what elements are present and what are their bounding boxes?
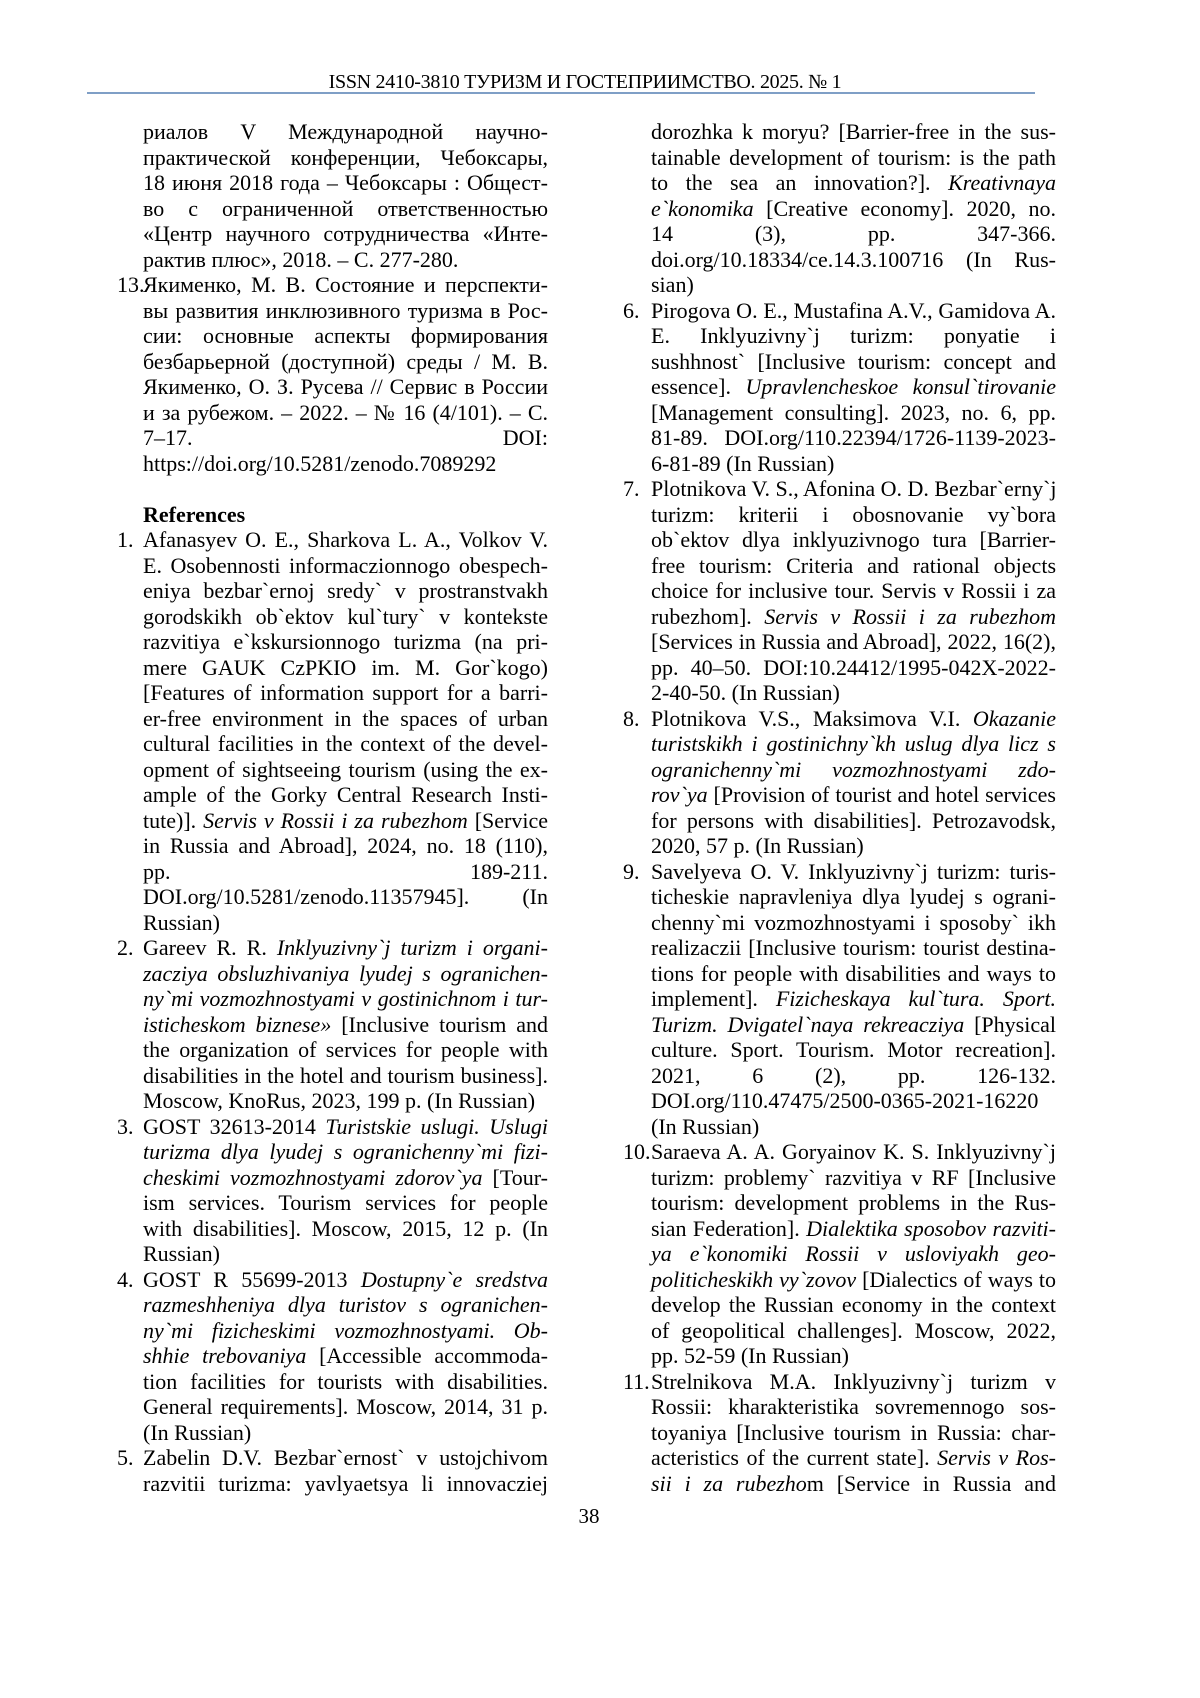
italic-title: sii i za rubezho <box>651 1471 807 1496</box>
reference-number: 7. <box>623 476 640 502</box>
text-run: sian Federation]. <box>651 1216 806 1241</box>
text-line <box>143 1420 548 1446</box>
text-line <box>143 680 548 706</box>
text-run: chenny`mi vozmozhnostyami i sposoby` ikh <box>651 910 1056 935</box>
italic-title: Turistskie uslugi. Uslugi <box>325 1114 548 1139</box>
reference-number: 13. <box>117 272 145 298</box>
italic-title: Servis v Rossii i za rubezhom <box>203 808 468 833</box>
text-run: риалов V Международной научно- <box>143 119 548 144</box>
reference-entry <box>143 935 548 1114</box>
italic-title: Dialektika sposobov razviti- <box>806 1216 1056 1241</box>
reference-number: 11. <box>623 1369 650 1395</box>
text-line <box>651 170 1056 196</box>
text-run: pp. 40–50. DOI:10.24412/1995-042X-2022- <box>651 655 1056 680</box>
text-line <box>651 1012 1056 1038</box>
text-line <box>651 374 1056 400</box>
text-run: Saraeva A. A. Goryainov K. S. Inklyuzivny`j <box>651 1139 1056 1164</box>
text-run: culture. Sport. Tourism. Motor recreation]. <box>651 1037 1056 1062</box>
text-line <box>651 1114 1056 1140</box>
text-line <box>651 553 1056 579</box>
text-run: [Inclusive tourism and <box>331 1012 548 1037</box>
reference-entry <box>651 706 1056 859</box>
reference-entry <box>651 1369 1056 1497</box>
text-line <box>651 1063 1056 1089</box>
text-run: turizm: problemy` razvitiya v RF [Inclusive <box>651 1165 1056 1190</box>
running-header: ISSN 2410-3810 ТУРИЗМ И ГОСТЕПРИИМСТВО. 2025. № 1 <box>0 70 1170 94</box>
text-run: free tourism: Criteria and rational objects <box>651 553 1056 578</box>
text-line <box>651 935 1056 961</box>
text-line <box>143 629 548 655</box>
italic-title: razmeshheniya dlya turistov s ogranichen- <box>143 1292 548 1317</box>
text-line <box>651 833 1056 859</box>
text-run: 14 (3), pp. 347-366. <box>651 221 1056 246</box>
text-run: во с ограниченной ответственностью <box>143 196 548 221</box>
text-run: Russian) <box>143 910 220 935</box>
text-run: 2-40-50. (In Russian) <box>651 680 840 705</box>
text-line <box>143 1190 548 1216</box>
text-line <box>143 221 548 247</box>
text-line <box>143 1394 548 1420</box>
text-line <box>651 884 1056 910</box>
text-run: [Service <box>468 808 548 833</box>
text-run: Якименко, М. В. Состояние и перспекти- <box>143 272 548 297</box>
text-line <box>143 604 548 630</box>
text-line <box>651 706 1056 732</box>
text-run: «Центр научного сотрудничества «Инте- <box>143 221 548 246</box>
text-line <box>651 247 1056 273</box>
text-line <box>143 451 548 477</box>
text-line <box>651 451 1056 477</box>
text-line <box>651 272 1056 298</box>
reference-number: 2. <box>117 935 134 961</box>
text-line <box>143 1012 548 1038</box>
text-line <box>143 706 548 732</box>
reference-number: 4. <box>117 1267 134 1293</box>
text-run: Strelnikova M.A. Inklyuzivny`j turizm v <box>651 1369 1056 1394</box>
text-run: razvitiya e`kskursionnogo turizma (na pri- <box>143 629 548 654</box>
text-run: 18 июня 2018 года – Чебоксары : Общест- <box>143 170 548 195</box>
text-run: toyaniya [Inclusive tourism in Russia: char- <box>651 1420 1056 1445</box>
reference-entry <box>651 859 1056 1140</box>
text-run: https://doi.org/10.5281/zenodo.7089292 <box>143 451 496 476</box>
text-line <box>143 1063 548 1089</box>
text-line <box>143 374 548 400</box>
reference-entry <box>143 272 548 476</box>
reference-number: 3. <box>117 1114 134 1140</box>
text-line <box>651 349 1056 375</box>
text-line <box>651 1165 1056 1191</box>
text-line <box>651 1292 1056 1318</box>
text-line <box>143 655 548 681</box>
text-line <box>651 502 1056 528</box>
text-run: и за рубежом. – 2022. – № 16 (4/101). – С. <box>143 400 548 425</box>
text-run: Moscow, KnoRus, 2023, 199 p. (In Russian) <box>143 1088 535 1113</box>
text-run: ism services. Tourism services for people <box>143 1190 548 1215</box>
text-run: [Features of information support for a barri- <box>143 680 548 705</box>
text-run: ticheskie napravleniya dlya lyudej s ograni- <box>651 884 1056 909</box>
text-run: DOI.org/10.5281/zenodo.11357945]. (In <box>143 884 548 909</box>
reference-entry <box>143 1445 548 1496</box>
text-run: Pirogova O. E., Mustafina A.V., Gamidova A. <box>651 298 1056 323</box>
text-line <box>651 757 1056 783</box>
text-line <box>651 1420 1056 1446</box>
text-run: sushhnost` [Inclusive tourism: concept and <box>651 349 1056 374</box>
text-line <box>143 1318 548 1344</box>
text-line <box>143 1471 548 1497</box>
text-run: вы развития инклюзивного туризма в Рос- <box>143 298 548 323</box>
text-line <box>143 1216 548 1242</box>
italic-title: turistskikh i gostinichny`kh uslug dlya licz s <box>651 731 1056 756</box>
text-line <box>143 1292 548 1318</box>
text-run: the organization of services for people with <box>143 1037 548 1062</box>
text-run: for persons with disabilities]. Petrozavodsk, <box>651 808 1056 833</box>
italic-title: isticheskom biznese» <box>143 1012 331 1037</box>
text-line <box>143 349 548 375</box>
reference-number: 5. <box>117 1445 134 1471</box>
text-line <box>143 119 548 145</box>
text-line <box>143 425 548 451</box>
text-line <box>651 1369 1056 1395</box>
text-run: gorodskikh ob`ektov kul`tury` v kontekste <box>143 604 548 629</box>
text-line <box>143 298 548 324</box>
text-line <box>651 1318 1056 1344</box>
reference-entry <box>143 1267 548 1446</box>
text-run: 7–17. DOI: <box>143 425 548 450</box>
text-run: DOI.org/110.47475/2500-0365-2021-16220 <box>651 1088 1038 1113</box>
text-line <box>651 731 1056 757</box>
italic-title: cheskimi vozmozhnostyami zdorov`ya <box>143 1165 482 1190</box>
blank-line <box>143 476 548 502</box>
text-line <box>651 527 1056 553</box>
text-run: essence]. <box>651 374 745 399</box>
reference-number: 10. <box>623 1139 651 1165</box>
text-run: [Provision of tourist and hotel services <box>708 782 1056 807</box>
left-text-column <box>143 119 548 1496</box>
text-run: ample of the Gorky Central Research Insti- <box>143 782 548 807</box>
text-run: Gareev R. R. <box>143 935 277 960</box>
italic-title: Dostupny`e sredstva <box>361 1267 548 1292</box>
text-run: Plotnikova V.S., Maksimova V.I. <box>651 706 973 731</box>
text-run: to the sea an innovation?]. <box>651 170 948 195</box>
italic-title: Upravlencheskoe konsul`tirovanie <box>745 374 1056 399</box>
italic-title: ny`mi fizicheskimi vozmozhnostyami. Ob- <box>143 1318 548 1343</box>
text-line <box>651 1216 1056 1242</box>
text-run: implement]. <box>651 986 776 1011</box>
italic-title: rov`ya <box>651 782 708 807</box>
text-line <box>651 221 1056 247</box>
text-run: General requirements]. Moscow, 2014, 31 p. <box>143 1394 548 1419</box>
text-run: (In Russian) <box>143 1420 251 1445</box>
text-run: Zabelin D.V. Bezbar`ernost` v ustojchivom <box>143 1445 548 1470</box>
italic-title: ny`mi vozmozhnostyami v gostinichnom i tur- <box>143 986 548 1011</box>
reference-continuation <box>651 119 1056 298</box>
text-run: [Accessible accommoda- <box>306 1343 548 1368</box>
reference-entry <box>143 1114 548 1267</box>
references-heading: References <box>143 502 548 528</box>
text-line <box>651 145 1056 171</box>
text-line <box>143 400 548 426</box>
text-line <box>143 1139 548 1165</box>
text-line <box>651 1343 1056 1369</box>
text-run: tainable development of tourism: is the path <box>651 145 1056 170</box>
text-run: tion facilities for tourists with disabilities. <box>143 1369 548 1394</box>
italic-title: politicheskikh vy`zovov <box>651 1267 856 1292</box>
text-run: in Russia and Abroad], 2024, no. 18 (110), <box>143 833 548 858</box>
text-run: acteristics of the current state]. <box>651 1445 937 1470</box>
italic-title: turizma dlya lyudej s ogranichenny`mi fizi- <box>143 1139 548 1164</box>
text-line <box>651 400 1056 426</box>
text-line <box>143 884 548 910</box>
text-line <box>651 986 1056 1012</box>
text-line <box>651 476 1056 502</box>
text-run: doi.org/10.18334/ce.14.3.100716 (In Rus- <box>651 247 1056 272</box>
text-line <box>651 629 1056 655</box>
reference-entry <box>651 476 1056 706</box>
text-line <box>143 578 548 604</box>
text-run: turizm: kriterii i obosnovanie vy`bora <box>651 502 1056 527</box>
text-line <box>143 1165 548 1191</box>
italic-title: ogranichenny`mi vozmozhnostyami zdo- <box>651 757 1056 782</box>
text-run: безбарьерной (доступной) среды / М. В. <box>143 349 548 374</box>
text-line <box>143 1369 548 1395</box>
text-line <box>651 1088 1056 1114</box>
text-run: Savelyeva O. V. Inklyuzivny`j turizm: turis- <box>651 859 1056 884</box>
text-run: cultural facilities in the context of the devel- <box>143 731 548 756</box>
text-run: [Management consulting]. 2023, no. 6, pp. <box>651 400 1056 425</box>
text-line <box>143 859 548 885</box>
text-run: 81-89. DOI.org/110.22394/1726-1139-2023- <box>651 425 1056 450</box>
text-line <box>143 935 548 961</box>
text-line <box>651 680 1056 706</box>
reference-entry <box>143 527 548 935</box>
text-line <box>651 1394 1056 1420</box>
text-line <box>651 1190 1056 1216</box>
text-run: 6-81-89 (In Russian) <box>651 451 834 476</box>
text-run: [Physical <box>964 1012 1056 1037</box>
text-run: Russian) <box>143 1241 220 1266</box>
italic-title: Okazanie <box>973 706 1056 731</box>
reference-number: 1. <box>117 527 134 553</box>
text-line <box>143 527 548 553</box>
text-line <box>143 731 548 757</box>
text-run: tions for people with disabilities and ways to <box>651 961 1056 986</box>
header-divider <box>87 92 1035 94</box>
text-line <box>143 272 548 298</box>
text-line <box>143 196 548 222</box>
reference-number: 6. <box>623 298 640 324</box>
text-line <box>143 323 548 349</box>
text-line <box>143 145 548 171</box>
text-line <box>143 757 548 783</box>
text-run: 2020, 57 p. (In Russian) <box>651 833 864 858</box>
italic-title: shhie trebovaniya <box>143 1343 306 1368</box>
text-line <box>143 1037 548 1063</box>
reference-number: 9. <box>623 859 640 885</box>
reference-entry <box>651 298 1056 477</box>
text-run: choice for inclusive tour. Servis v Rossii i za <box>651 578 1056 603</box>
right-text-column <box>651 119 1056 1496</box>
text-run: develop the Russian economy in the context <box>651 1292 1056 1317</box>
text-run: m [Service in Russia and <box>807 1471 1056 1496</box>
text-line <box>651 1139 1056 1165</box>
italic-title: ya e`konomiki Rossii v usloviyakh geo- <box>651 1241 1056 1266</box>
text-line <box>143 833 548 859</box>
text-run: 2021, 6 (2), pp. 126-132. <box>651 1063 1056 1088</box>
text-run: E. Osobennosti informaczionnogo obespech- <box>143 553 548 578</box>
text-line <box>651 1037 1056 1063</box>
text-line <box>651 604 1056 630</box>
italic-title: Turizm. Dvigatel`naya rekreacziya <box>651 1012 964 1037</box>
text-line <box>651 782 1056 808</box>
text-run: E. Inklyuzivny`j turizm: ponyatie i <box>651 323 1056 348</box>
text-line <box>651 323 1056 349</box>
italic-title: Servis v Ros- <box>937 1445 1056 1470</box>
reference-continuation <box>143 119 548 272</box>
text-line <box>143 782 548 808</box>
italic-title: Kreativnaya <box>948 170 1056 195</box>
italic-title: e`konomika <box>651 196 754 221</box>
text-run: Rossii: kharakteristika sovremennogo sos- <box>651 1394 1056 1419</box>
page-number: 38 <box>0 1503 1178 1529</box>
text-line <box>143 1241 548 1267</box>
text-run: ob`ektov dlya inklyuzivnogo tura [Barrier- <box>651 527 1056 552</box>
text-run: pp. 189-211. <box>143 859 548 884</box>
text-run: dorozhka k moryu? [Barrier-free in the sus- <box>651 119 1056 144</box>
text-run: sian) <box>651 272 694 297</box>
text-line <box>651 425 1056 451</box>
text-line <box>651 961 1056 987</box>
text-run: [Tour- <box>482 1165 548 1190</box>
text-run: GOST 32613-2014 <box>143 1114 325 1139</box>
text-line <box>143 910 548 936</box>
text-line <box>143 247 548 273</box>
text-run: with disabilities]. Moscow, 2015, 12 p. (In <box>143 1216 548 1241</box>
text-line <box>651 1267 1056 1293</box>
text-run: mere GAUK CzPKIO im. M. Gor`kogo) <box>143 655 548 680</box>
text-run: GOST R 55699-2013 <box>143 1267 361 1292</box>
text-run: disabilities in the hotel and tourism business]. <box>143 1063 548 1088</box>
text-run: Якименко, О. З. Русева // Сервис в России <box>143 374 548 399</box>
text-line <box>651 859 1056 885</box>
text-line <box>651 1445 1056 1471</box>
text-run: практической конференции, Чебоксары, <box>143 145 548 170</box>
text-run: er-free environment in the spaces of urban <box>143 706 548 731</box>
text-line <box>143 986 548 1012</box>
text-line <box>651 1471 1056 1497</box>
text-run: Afanasyev O. E., Sharkova L. A., Volkov V. <box>143 527 548 552</box>
text-line <box>651 655 1056 681</box>
italic-title: Servis v Rossii i za rubezhom <box>764 604 1056 629</box>
text-line <box>143 1088 548 1114</box>
reference-entry <box>651 1139 1056 1369</box>
text-line <box>651 1241 1056 1267</box>
text-run: pp. 52-59 (In Russian) <box>651 1343 849 1368</box>
text-line <box>651 196 1056 222</box>
text-line <box>651 578 1056 604</box>
text-line <box>143 1343 548 1369</box>
reference-number: 8. <box>623 706 640 732</box>
text-line <box>143 1114 548 1140</box>
text-line <box>651 298 1056 324</box>
text-line <box>651 119 1056 145</box>
text-line <box>651 910 1056 936</box>
text-run: (In Russian) <box>651 1114 759 1139</box>
text-run: рактив плюс», 2018. – С. 277-280. <box>143 247 458 272</box>
text-run: realizaczii [Inclusive tourism: tourist destina- <box>651 935 1056 960</box>
italic-title: Inklyuzivny`j turizm i organi- <box>277 935 548 960</box>
text-line <box>143 1445 548 1471</box>
italic-title: Fizicheskaya kul`tura. Sport. <box>776 986 1056 1011</box>
text-run: razvitii turizma: yavlyaetsya li innovacziej <box>143 1471 548 1496</box>
text-run: [Services in Russia and Abroad], 2022, 16(2), <box>651 629 1056 654</box>
text-run: of geopolitical challenges]. Moscow, 2022, <box>651 1318 1056 1343</box>
text-line <box>143 553 548 579</box>
italic-title: zacziya obsluzhivaniya lyudej s ogranichen- <box>143 961 548 986</box>
text-run: opment of sightseeing tourism (using the ex- <box>143 757 548 782</box>
text-run: [Dialectics of ways to <box>856 1267 1056 1292</box>
text-line <box>143 961 548 987</box>
text-run: [Creative economy]. 2020, no. <box>754 196 1056 221</box>
text-run: tourism: development problems in the Rus- <box>651 1190 1056 1215</box>
text-run: rubezhom]. <box>651 604 764 629</box>
text-line <box>143 1267 548 1293</box>
text-run: Plotnikova V. S., Afonina O. D. Bezbar`erny`j <box>651 476 1057 501</box>
text-run: eniya bezbar`ernoj sredy` v prostranstvakh <box>143 578 548 603</box>
text-run: tute)]. <box>143 808 203 833</box>
text-line <box>143 808 548 834</box>
text-run: сии: основные аспекты формирования <box>143 323 548 348</box>
text-line <box>651 808 1056 834</box>
text-line <box>143 170 548 196</box>
